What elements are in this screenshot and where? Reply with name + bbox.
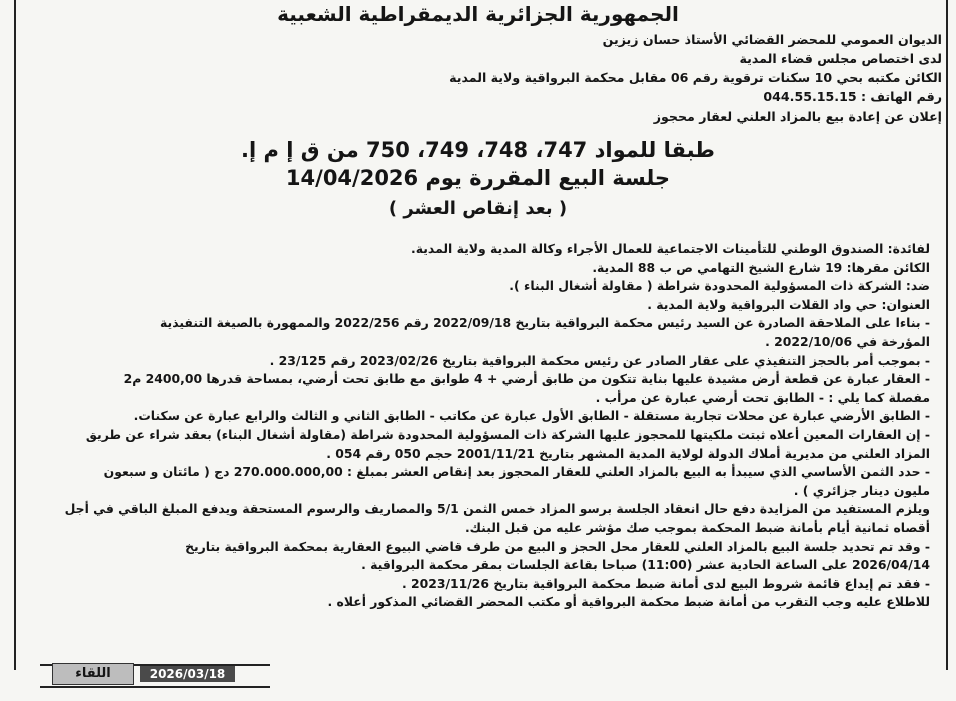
session-headline: جلسة البيع المقررة يوم 14/04/2026 — [285, 166, 671, 190]
office-phone: رقم الهاتف : 044.55.15.15 — [763, 89, 942, 104]
body-line: العنوان: حي واد القلات البرواقية ولاية المدية . — [647, 296, 930, 312]
office-address: الكائن مكتبه بحي 10 سكنات ترقوية رقم 06 مقابل محكمة البرواقية ولاية المدية — [449, 70, 942, 85]
body-line: 2026/04/14 على الساعة الحادية عشر (11:00) صباحا بقاعة الجلسات بمقر محكمة البرواقية . — [361, 557, 930, 573]
body-line: - فقد تم إيداع قائمة شروط البيع لدى أمانة ضبط محكمة البرواقية بتاريخ 2023/11/26 . — [401, 575, 930, 591]
body-line: - وقد تم تحديد جلسة البيع بالمزاد العلني للعقار محل الحجز و البيع من طرف قاضي البيوع العقارية بمحكمة البرواقية بتاريخ — [185, 538, 930, 554]
body-line: للاطلاع عليه وجب التقرب من أمانة ضبط محكمة البرواقية أو مكتب المحضر القضائي المذكور أعلاه . — [327, 594, 930, 610]
body-line: ضد: الشركة ذات المسؤولية المحدودة شراطة ( مقاولة أشغال البناء ). — [509, 278, 930, 294]
newspaper-name: اللقاء — [52, 663, 134, 685]
body-line: أقصاه ثمانية أيام بأمانة ضبط المحكمة بموجب صك مؤشر عليه من قبل البنك. — [464, 519, 930, 535]
body-line: - حدد الثمن الأساسي الذي سيبدأ به البيع بالمزاد العلني للعقار المحجوز بعد إنقاص العشر بمبلغ : 270.000.000,00 دج ( مائتان و سبعون — [103, 464, 930, 480]
body-line: لفائدة: الصندوق الوطني للتأمينات الاجتماعية للعمال الأجراء وكالة المدية ولاية المدية. — [411, 241, 930, 256]
body-line: المزاد العلني من مديرية أملاك الدولة لولاية المدية المشهر بتاريخ 2001/11/21 حجم 050 رقم 054 . — [326, 445, 930, 461]
articles-headline: طبقا للمواد 747، 748، 749، 750 من ق إ م إ. — [241, 138, 715, 162]
republic-title: الجمهورية الجزائرية الديمقراطية الشعبية — [277, 2, 679, 26]
notice-body — [30, 240, 930, 612]
body-line: ويلزم المستفيد من المزايدة دفع حال انعقاد الجلسة برسو المزاد خمس الثمن 5/1 والمصاريف والرسوم المستحقة ويدفع المبلغ الباقي في أجل — [64, 501, 930, 517]
jurisdiction: لدى اختصاص مجلس قضاء المدية — [739, 51, 942, 66]
body-line: مفصلة كما يلي : - الطابق تحت أرضي عبارة عن مرأب . — [595, 389, 930, 405]
body-line: - العقار عبارة عن قطعة أرض مشيدة عليها بناية تتكون من طابق أرضي + 4 طوابق مع طابق تحت أرضي، بمساحة قدرها 2400,00 م2 — [123, 371, 930, 387]
body-line: مليون دينار جزائري ) . — [793, 482, 930, 498]
body-line: - بناءا على الملاحقة الصادرة عن السيد رئيس محكمة البرواقية بتاريخ 2022/09/18 رقم 2022/256 والممهورة بالصيغة التنفيذية — [160, 315, 930, 331]
notice-subject: إعلان عن إعادة بيع بالمزاد العلني لعقار محجوز — [653, 109, 942, 124]
reduction-headline: ( بعد إنقاص العشر ) — [388, 198, 568, 219]
bailiff-office: الديوان العمومي للمحضر القضائي الأستاذ حسان زيزين — [602, 32, 942, 47]
body-line: - الطابق الأرضي عبارة عن محلات تجارية مستقلة - الطابق الأول عبارة عن مكاتب - الطابق الثاني و الثالث والرابع عبارة عن سكنات. — [133, 408, 930, 424]
body-line: الكائن مقرها: 19 شارع الشيخ التهامي ص ب 88 المدية. — [592, 259, 930, 275]
body-line: المؤرخة في 2022/10/06 . — [765, 333, 930, 349]
body-line: - إن العقارات المعين أعلاه ثبتت ملكيتها للمحجوز عليها الشركة ذات المسؤولية المحدودة شراطة (مقاولة أشغال البناء) بعقد شراء عن طريق — [85, 426, 930, 442]
body-line: - بموجب أمر بالحجز التنفيذي على عقار الصادر عن رئيس محكمة البرواقية بتاريخ 2023/02/26 رقم 23/125 . — [269, 352, 930, 368]
publication-date: 2026/03/18 — [140, 666, 235, 682]
